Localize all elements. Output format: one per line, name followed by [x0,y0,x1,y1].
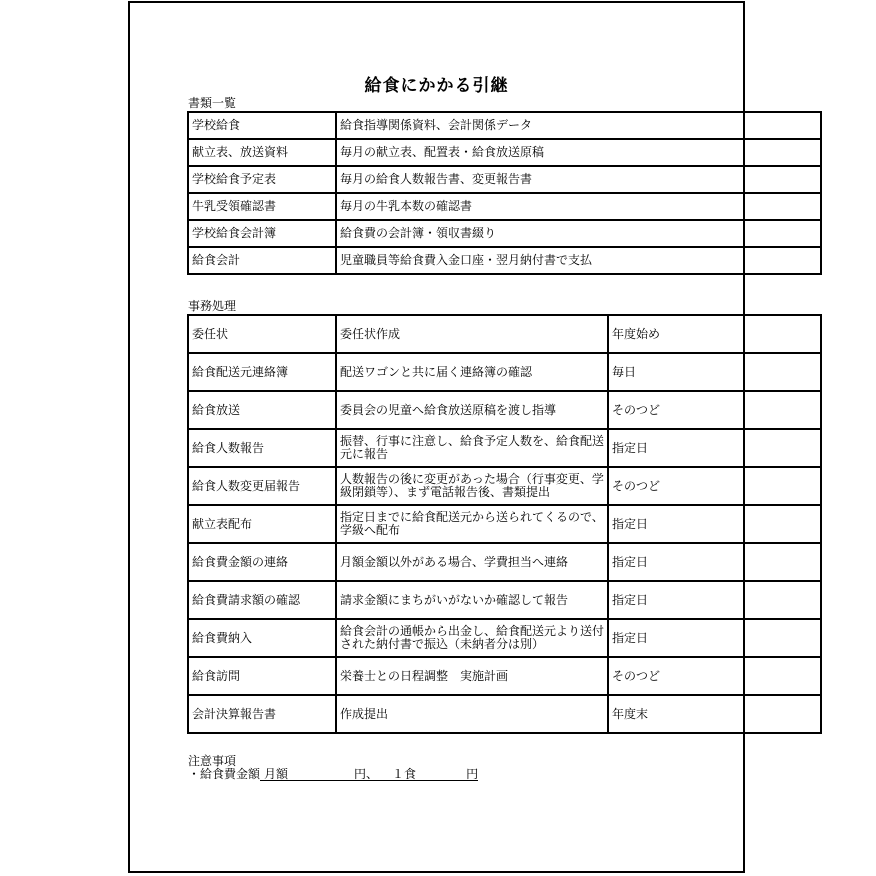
fee-per-meal-blank [416,768,466,781]
task-name-cell: 給食費納入 [188,619,336,657]
document-name-cell: 献立表、放送資料 [188,139,336,166]
table-row [188,505,821,543]
task-name-cell: 給食費金額の連絡 [188,543,336,581]
task-desc-cell: 委員会の児童へ給食放送原稿を渡し指導 [336,391,608,429]
task-timing-cell: 毎日 [608,353,821,391]
task-timing-cell: 年度始め [608,315,821,353]
table-row [188,391,821,429]
document-name-cell: 学校給食予定表 [188,166,336,193]
document-desc-cell: 毎月の献立表、配置表・給食放送原稿 [336,139,821,166]
document-page [128,1,745,873]
task-desc-cell: 人数報告の後に変更があった場合（行事変更、学級閉鎖等）、まず電話報告後、書類提出 [336,467,608,505]
task-name-cell: 給食費請求額の確認 [188,581,336,619]
task-name-cell: 給食放送 [188,391,336,429]
task-name-cell: 給食配送元連絡簿 [188,353,336,391]
task-desc-cell: 栄養士との日程調整 実施計画 [336,657,608,695]
task-desc-cell: 月額金額以外がある場合、学費担当へ連絡 [336,543,608,581]
task-timing-cell: そのつど [608,467,821,505]
task-desc-cell: 指定日までに給食配送元から送られてくるので、学級へ配布 [336,505,608,543]
fee-yen-1: 円、 [354,767,379,781]
task-timing-cell: 指定日 [608,543,821,581]
task-timing-cell: 指定日 [608,581,821,619]
section-label-documents: 書類一覧 [188,96,237,110]
task-desc-cell: 請求金額にまちがいがないか確認して報告 [336,581,608,619]
table-row [188,467,821,505]
fee-per-meal-label: １食 [392,767,417,781]
task-timing-cell: そのつど [608,657,821,695]
table-row [188,220,821,247]
document-desc-cell: 児童職員等給食費入金口座・翌月納付書で支払 [336,247,821,274]
section-label-tasks: 事務処理 [188,299,237,313]
table-row [188,353,821,391]
table-row [188,695,821,733]
document-title: 給食にかかる引継 [364,76,509,96]
task-desc-cell: 作成提出 [336,695,608,733]
task-timing-cell: そのつど [608,391,821,429]
task-name-cell: 委任状 [188,315,336,353]
task-name-cell: 会計決算報告書 [188,695,336,733]
task-name-cell: 給食人数報告 [188,429,336,467]
documents-table [187,111,822,275]
fee-yen-2: 円 [466,767,479,781]
document-name-cell: 学校給食 [188,112,336,139]
fee-line [188,768,478,781]
fee-monthly-label: 月額 [264,767,289,781]
tasks-table [187,314,822,734]
task-name-cell: 給食訪問 [188,657,336,695]
document-name-cell: 学校給食会計簿 [188,220,336,247]
table-row [188,581,821,619]
table-row [188,657,821,695]
table-row [188,166,821,193]
table-row [188,543,821,581]
document-desc-cell: 給食指導関係資料、会計関係データ [336,112,821,139]
task-desc-cell: 給食会計の通帳から出金し、給食配送元より送付された納付書で振込（未納者分は別） [336,619,608,657]
document-desc-cell: 毎月の牛乳本数の確認書 [336,193,821,220]
table-row [188,619,821,657]
task-name-cell: 献立表配布 [188,505,336,543]
table-row [188,112,821,139]
document-name-cell: 給食会計 [188,247,336,274]
task-desc-cell: 振替、行事に注意し、給食予定人数を、給食配送元に報告 [336,429,608,467]
table-row [188,139,821,166]
document-desc-cell: 給食費の会計簿・領収書綴り [336,220,821,247]
task-desc-cell: 委任状作成 [336,315,608,353]
table-row [188,315,821,353]
notes-label: 注意事項 [188,754,237,768]
task-desc-cell: 配送ワゴンと共に届く連絡簿の確認 [336,353,608,391]
table-row [188,429,821,467]
fee-prefix: ・給食費金額 [188,767,261,781]
task-timing-cell: 指定日 [608,619,821,657]
notes-section [188,755,478,781]
task-timing-cell: 年度末 [608,695,821,733]
task-timing-cell: 指定日 [608,429,821,467]
table-row [188,193,821,220]
fee-gap [378,768,392,781]
task-name-cell: 給食人数変更届報告 [188,467,336,505]
task-timing-cell: 指定日 [608,505,821,543]
document-desc-cell: 毎月の給食人数報告書、変更報告書 [336,166,821,193]
document-name-cell: 牛乳受領確認書 [188,193,336,220]
table-row [188,247,821,274]
fee-monthly-blank [288,768,354,781]
